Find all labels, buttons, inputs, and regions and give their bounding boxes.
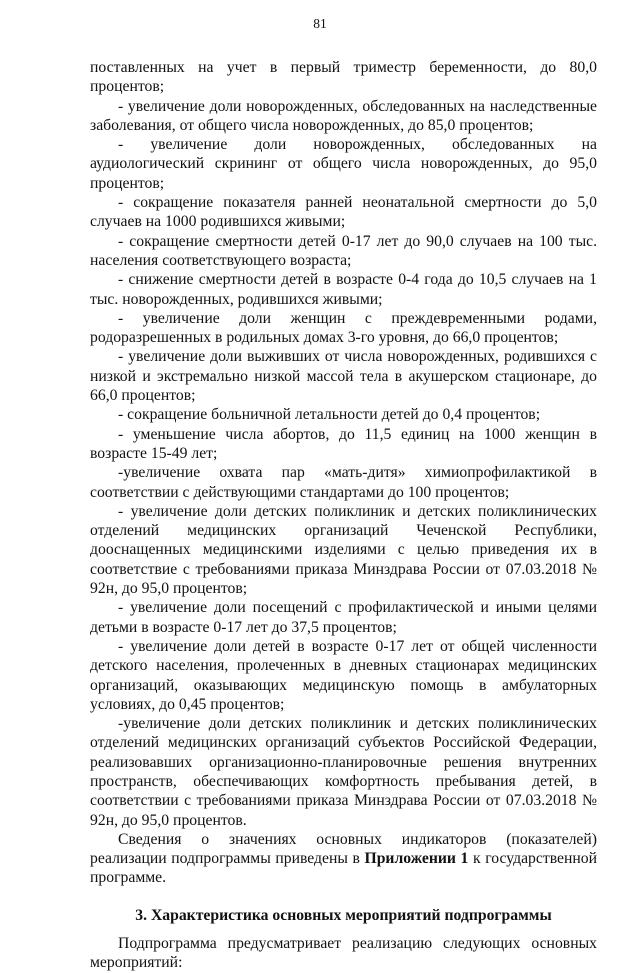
list-item-hospital-lethality: - сокращение больничной летальности детей до 0,4 процентов; (118, 406, 541, 424)
list-item-preventive-visits: - увеличение доли посещений с профилактической и иными целями детьми в возрасте 0-17 лет до 37,5 процентов; (90, 599, 597, 636)
page-number: 81 (313, 16, 327, 31)
summary-text-before: Сведения о значениях основных индикаторов (показателей) реализации подпрограммы приведены в (90, 830, 597, 868)
appendix-reference: Приложении 1 (364, 850, 469, 868)
list-item-polyclinic-comfort: -увеличение доли детских поликлиник и детских поликлинических отделений медицинских организаций субъектов Российской Федерации, реализовавших организационно-планировочные решения внутренних пространств, обеспечивающих комфортность пребывания детей, в соответствии с требованиями приказа Минздрава России от 07.03.2018 № 92н, до 95,0 процентов. (90, 715, 597, 829)
list-item-newborn-audiology-screening: - увеличение доли новорожденных, обследованных на аудиологический скрининг от общего числа новорожденных, до 95,0 процентов; (90, 136, 597, 192)
document-body (90, 58, 597, 973)
list-item-neonatal-mortality: - сокращение показателя ранней неонатальной смертности до 5,0 случаев на 1000 родившихся живыми; (90, 194, 597, 231)
intro-paragraph: Подпрограмма предусматривает реализацию следующих основных мероприятий: (90, 935, 597, 972)
list-item-day-hospital-treatment: - увеличение доли детей в возрасте 0-17 лет от общей численности детского населения, пролеченных в дневных стационарах медицинских организаций, оказывающих медицинскую помощь в амбулаторных условиях, до 0,45 процентов; (90, 637, 597, 713)
paragraph-continuation: поставленных на учет в первый триместр беременности, до 80,0 процентов; (90, 59, 597, 96)
list-item-polyclinic-equipment: - увеличение доли детских поликлиник и детских поликлинических отделений медицинских организаций Чеченской Республики, дооснащенных медицинскими изделиями с целью приведения их в соответствие с требованиями приказа Минздрава России от 07.03.2018 № 92н, до 95,0 процентов; (90, 502, 597, 598)
list-item-mother-child-prophylaxis: -увеличение охвата пар «мать-дитя» химиопрофилактикой в соответствии с действующими стандартами до 100 процентов; (90, 464, 597, 501)
list-item-abortions: - уменьшение числа абортов, до 11,5 единиц на 1000 женщин в возрасте 15-49 лет; (90, 425, 597, 462)
list-item-newborn-hereditary-screening: - увеличение доли новорожденных, обследованных на наследственные заболевания, от общего числа новорожденных, до 85,0 процентов; (90, 97, 597, 134)
section-heading: 3. Характеристика основных мероприятий подпрограммы (135, 906, 552, 924)
list-item-child-mortality-0-4: - снижение смертности детей в возрасте 0-4 года до 10,5 случаев на 1 тыс. новорожденных, родившихся живыми; (90, 271, 597, 308)
list-item-premature-births: - увеличение доли женщин с преждевременными родами, родоразрешенных в родильных домах 3-го уровня, до 66,0 процентов; (90, 309, 597, 347)
list-item-low-birth-weight-survival: - увеличение доли выживших от числа новорожденных, родившихся с низкой и экстремально низкой массой тела в акушерском стационаре, до 66,0 процентов; (90, 348, 597, 405)
list-item-child-mortality-0-17: - сокращение смертности детей 0-17 лет до 90,0 случаев на 100 тыс. населения соответствующего возраста; (90, 232, 597, 269)
summary-paragraph (90, 830, 597, 888)
summary-text-after: к государственной программе. (90, 850, 598, 887)
